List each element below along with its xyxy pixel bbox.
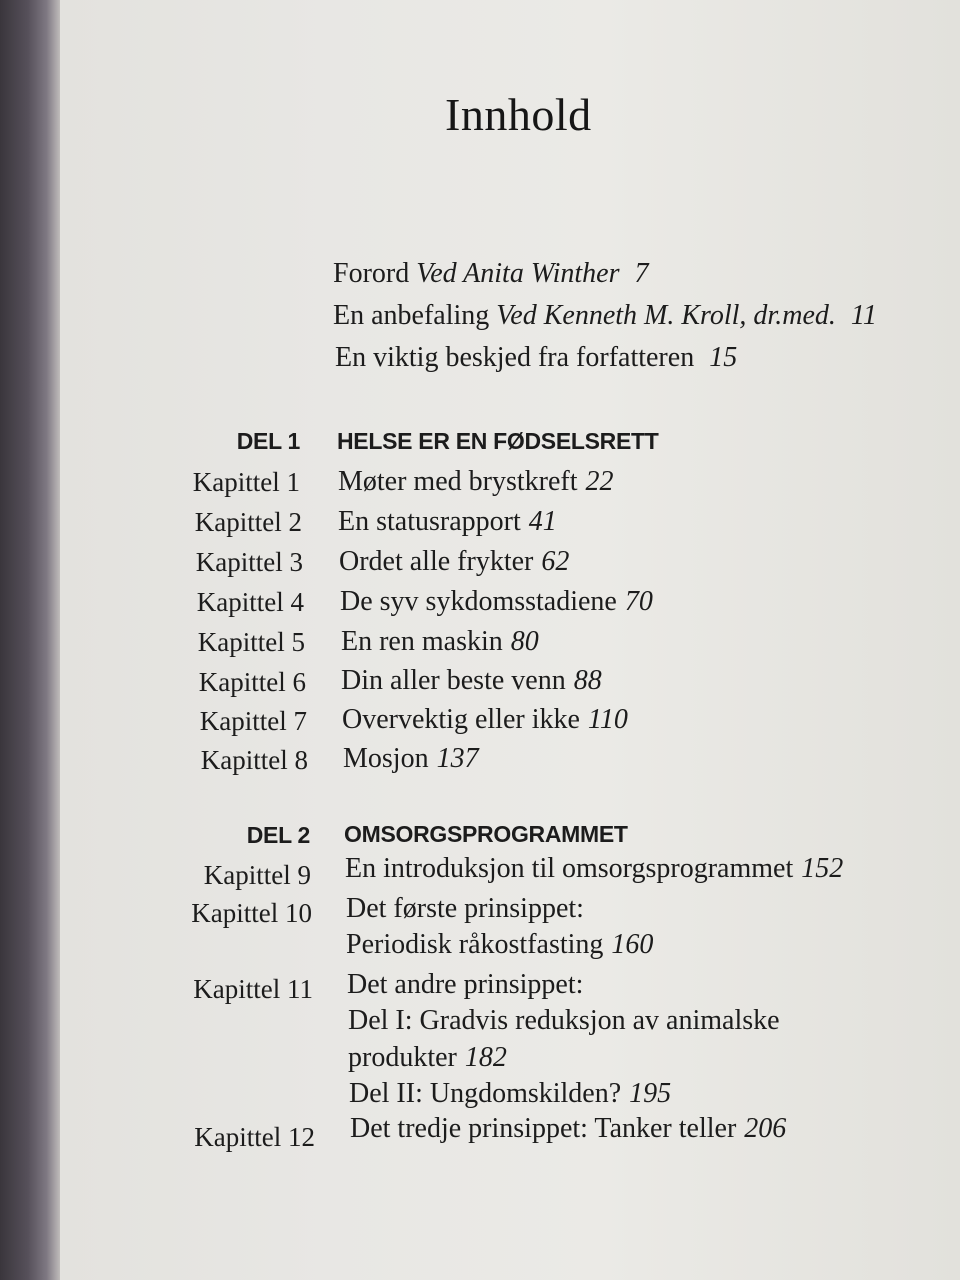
chapter-entry [350, 1113, 786, 1145]
chapter-entry [342, 704, 628, 736]
chapter-label: Kapittel 11 [193, 974, 313, 1004]
entry-byline: Ved Kenneth M. Kroll, dr.med. [496, 300, 836, 331]
chapter-title: Det tredje prinsippet: Tanker teller [350, 1113, 737, 1144]
toc-front-entry [335, 342, 737, 374]
chapter-title: produkter [348, 1042, 457, 1073]
chapter-entry-continued [348, 1005, 780, 1037]
chapter-page: 137 [436, 743, 479, 774]
entry-title: En viktig beskjed fra forfatteren [335, 342, 695, 373]
part-title: OMSORGSPROGRAMMET [344, 821, 628, 847]
chapter-page: 152 [801, 853, 844, 884]
chapter-page: 80 [510, 626, 539, 657]
chapter-entry [340, 586, 653, 618]
book-spine-shadow [0, 0, 62, 1280]
chapter-entry-continued [348, 1042, 507, 1074]
entry-page: 11 [850, 300, 877, 331]
entry-byline: Ved Anita Winther [416, 258, 620, 289]
chapter-title: Periodisk råkostfasting [346, 929, 604, 960]
entry-page: 7 [634, 258, 649, 289]
chapter-page: 88 [573, 665, 602, 696]
entry-title: Forord [333, 258, 410, 289]
chapter-entry [341, 665, 602, 697]
chapter-page: 160 [611, 929, 654, 960]
chapter-entry [339, 546, 569, 578]
chapter-page: 22 [585, 466, 614, 497]
chapter-label: Kapittel 12 [194, 1122, 315, 1152]
toc-front-entry [333, 258, 648, 290]
chapter-label: Kapittel 10 [191, 898, 312, 928]
chapter-page: 62 [541, 546, 570, 577]
part-label: DEL 1 [236, 428, 300, 454]
chapter-title: Del II: Ungdomskilden? [349, 1078, 622, 1109]
chapter-title: Del I: Gradvis reduksjon av animalske [348, 1005, 780, 1036]
chapter-entry-continued [346, 929, 653, 961]
chapter-entry [345, 853, 843, 885]
toc-front-entry [333, 300, 877, 332]
chapter-title: Møter med brystkreft [338, 466, 578, 497]
chapter-label: Kapittel 2 [194, 507, 302, 537]
chapter-page: 70 [624, 586, 653, 617]
chapter-entry-continued [349, 1078, 671, 1110]
entry-title: En anbefaling [333, 300, 490, 331]
chapter-title: Det første prinsippet: [346, 893, 584, 924]
chapter-page: 206 [744, 1113, 787, 1144]
part-label: DEL 2 [246, 822, 310, 848]
chapter-entry [341, 626, 539, 658]
chapter-label: Kapittel 3 [195, 547, 303, 577]
chapter-entry [347, 969, 583, 1001]
chapter-title: Din aller beste venn [341, 665, 566, 696]
chapter-title: En statusrapport [338, 506, 521, 537]
chapter-title: De syv sykdomsstadiene [340, 586, 617, 617]
chapter-entry [338, 506, 557, 538]
chapter-label: Kapittel 5 [197, 627, 305, 657]
chapter-page: 182 [464, 1042, 507, 1073]
chapter-title: Det andre prinsippet: [347, 969, 584, 1000]
chapter-page: 195 [629, 1078, 672, 1109]
chapter-page: 41 [528, 506, 557, 537]
chapter-label: Kapittel 4 [196, 587, 304, 617]
chapter-title: En introduksjon til omsorgsprogrammet [345, 853, 794, 884]
chapter-label: Kapittel 7 [199, 706, 307, 736]
entry-page: 15 [709, 342, 738, 373]
chapter-title: En ren maskin [341, 626, 503, 657]
chapter-entry [346, 893, 584, 925]
chapter-label: Kapittel 6 [198, 667, 306, 697]
chapter-title: Mosjon [343, 743, 429, 774]
chapter-title: Overvektig eller ikke [342, 704, 580, 735]
chapter-label: Kapittel 9 [203, 860, 311, 890]
chapter-entry [338, 466, 614, 498]
chapter-page: 110 [587, 704, 628, 735]
part-title: HELSE ER EN FØDSELSRETT [337, 428, 659, 454]
page-title: Innhold [445, 89, 592, 140]
chapter-label: Kapittel 1 [192, 467, 300, 497]
chapter-entry [343, 743, 479, 775]
chapter-label: Kapittel 8 [200, 745, 308, 775]
chapter-title: Ordet alle frykter [339, 546, 534, 577]
